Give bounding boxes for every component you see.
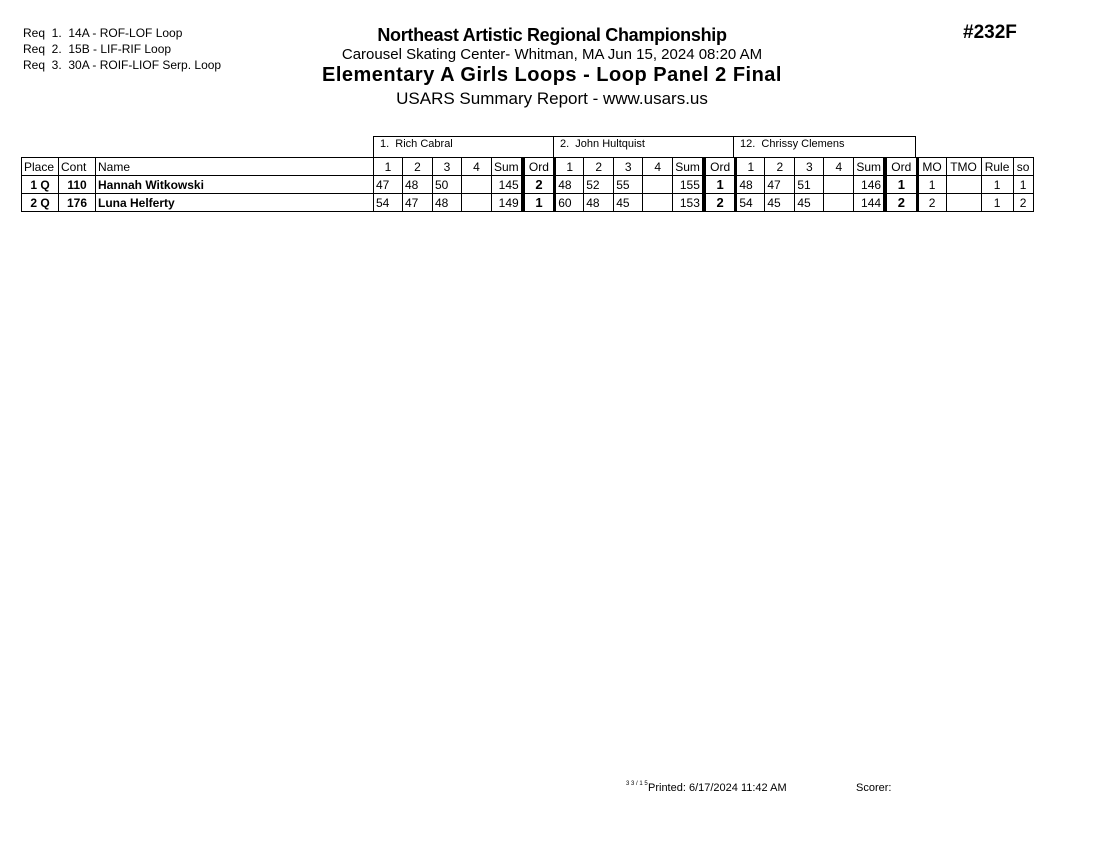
cell-j3-ord: 2 (885, 194, 917, 212)
col-j3-score-3: 3 (795, 158, 824, 176)
cell-j1-ord: 1 (523, 194, 555, 212)
report-subtitle: USARS Summary Report - www.usars.us (396, 89, 708, 108)
judge-3-header: 12. Chrissy Clemens (733, 136, 916, 157)
report-header (302, 24, 802, 110)
cell-j2-score-2: 52 (584, 176, 614, 194)
requirement-3: Req 3. 30A - ROIF-LIOF Serp. Loop (23, 58, 222, 72)
cell-j3-ord: 1 (885, 176, 917, 194)
cell-j2-ord: 2 (704, 194, 736, 212)
col-j1-score-1: 1 (374, 158, 403, 176)
col-j3-score-1: 1 (736, 158, 765, 176)
cell-j3-sum: 146 (854, 176, 885, 194)
col-so: so (1013, 158, 1033, 176)
col-j2-score-2: 2 (584, 158, 614, 176)
col-j3-ord: Ord (885, 158, 917, 176)
cell-j2-score-3: 55 (614, 176, 643, 194)
cell-j2-sum: 155 (673, 176, 704, 194)
cell-j1-score-3: 48 (433, 194, 462, 212)
cell-j1-score-2: 48 (403, 176, 433, 194)
cell-j3-score-1: 48 (736, 176, 765, 194)
cell-place: 1 Q (22, 176, 59, 194)
judge-2-header: 2. John Hultquist (553, 136, 734, 157)
table-header-row (22, 158, 1034, 176)
col-place: Place (22, 158, 59, 176)
cell-j3-score-4 (824, 176, 854, 194)
cell-name: Luna Helferty (96, 194, 374, 212)
cell-name: Hannah Witkowski (96, 176, 374, 194)
cell-mo: 2 (917, 194, 946, 212)
col-name: Name (96, 158, 374, 176)
col-j3-score-4: 4 (824, 158, 854, 176)
cell-j1-score-4 (462, 176, 492, 194)
cell-j3-score-2: 47 (765, 176, 795, 194)
table-row (22, 194, 1034, 212)
requirement-2: Req 2. 15B - LIF-RIF Loop (23, 42, 172, 56)
col-j1-score-2: 2 (403, 158, 433, 176)
col-j1-score-3: 3 (433, 158, 462, 176)
cell-j2-score-4 (643, 194, 673, 212)
col-j2-ord: Ord (704, 158, 736, 176)
cell-j1-sum: 145 (492, 176, 523, 194)
event-number: #232F (963, 22, 1017, 43)
results-table (21, 157, 1034, 212)
col-mo: MO (917, 158, 946, 176)
cell-j3-score-3: 45 (795, 194, 824, 212)
cell-j1-score-1: 47 (374, 176, 403, 194)
cell-j1-score-3: 50 (433, 176, 462, 194)
cell-so: 1 (1013, 176, 1033, 194)
venue-date: Carousel Skating Center- Whitman, MA Jun 15, 2024 08:20 AM (341, 46, 763, 63)
cell-j2-score-2: 48 (584, 194, 614, 212)
cell-j2-score-4 (643, 176, 673, 194)
printed-timestamp: Printed: 6/17/2024 11:42 AM (648, 782, 787, 794)
cell-j3-score-2: 45 (765, 194, 795, 212)
judge-1-header: 1. Rich Cabral (373, 136, 554, 157)
cell-cont: 110 (59, 176, 96, 194)
cell-j2-score-3: 45 (614, 194, 643, 212)
cell-j1-ord: 2 (523, 176, 555, 194)
col-j3-score-2: 2 (765, 158, 795, 176)
col-j1-score-4: 4 (462, 158, 492, 176)
col-tmo: TMO (946, 158, 981, 176)
col-j2-sum: Sum (673, 158, 704, 176)
requirement-1: Req 1. 14A - ROF-LOF Loop (23, 26, 183, 40)
col-j2-score-1: 1 (555, 158, 584, 176)
cell-j1-score-2: 47 (403, 194, 433, 212)
col-j1-sum: Sum (492, 158, 523, 176)
cell-j2-sum: 153 (673, 194, 704, 212)
cell-rule: 1 (981, 176, 1013, 194)
table-row (22, 176, 1034, 194)
cell-j3-score-4 (824, 194, 854, 212)
requirements-list (23, 25, 221, 73)
col-j1-ord: Ord (523, 158, 555, 176)
col-j2-score-4: 4 (643, 158, 673, 176)
cell-rule: 1 (981, 194, 1013, 212)
col-j2-score-3: 3 (614, 158, 643, 176)
cell-cont: 176 (59, 194, 96, 212)
cell-j2-score-1: 60 (555, 194, 584, 212)
cell-j3-score-1: 54 (736, 194, 765, 212)
event-title: Elementary A Girls Loops - Loop Panel 2 Final (322, 64, 782, 86)
cell-j2-score-1: 48 (555, 176, 584, 194)
cell-j3-score-3: 51 (795, 176, 824, 194)
championship-title: Northeast Artistic Regional Championship (377, 25, 727, 45)
col-cont: Cont (59, 158, 96, 176)
cell-j2-ord: 1 (704, 176, 736, 194)
cell-j3-sum: 144 (854, 194, 885, 212)
col-j3-sum: Sum (854, 158, 885, 176)
page-mark: 3 3 / 1 5 (626, 781, 648, 787)
cell-j1-score-4 (462, 194, 492, 212)
cell-j1-sum: 149 (492, 194, 523, 212)
cell-j1-score-1: 54 (374, 194, 403, 212)
cell-tmo (946, 176, 981, 194)
scorer-label: Scorer: (856, 782, 892, 794)
cell-tmo (946, 194, 981, 212)
cell-so: 2 (1013, 194, 1033, 212)
cell-mo: 1 (917, 176, 946, 194)
col-rule: Rule (981, 158, 1013, 176)
cell-place: 2 Q (22, 194, 59, 212)
